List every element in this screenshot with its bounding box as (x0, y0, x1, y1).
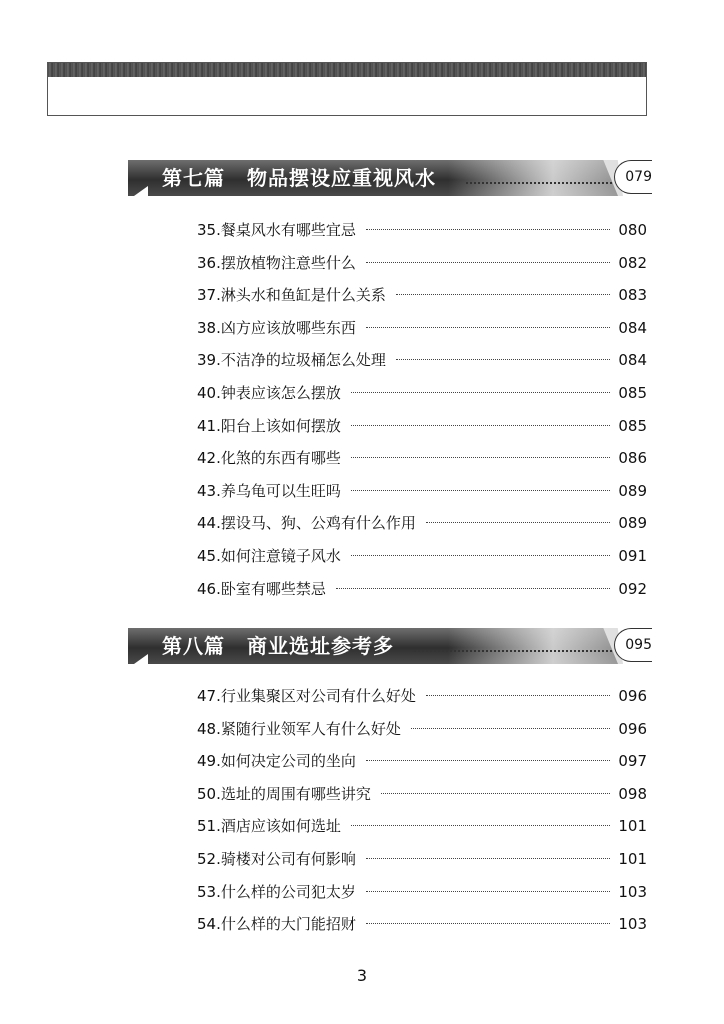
toc-item-page: 103 (618, 915, 647, 934)
toc-item-number: 44. (197, 514, 221, 533)
toc-item-leader (351, 490, 610, 491)
toc-item-number: 41. (197, 416, 221, 435)
section-7-label: 第七篇 (162, 166, 225, 190)
toc-item-title: 养乌龟可以生旺吗 (220, 481, 341, 500)
toc-item-title: 摆放植物注意些什么 (220, 253, 356, 272)
toc-item-leader (426, 695, 610, 696)
toc-item-title: 如何注意镜子风水 (220, 546, 341, 565)
page-header-bar (48, 63, 646, 77)
toc-item[interactable] (197, 344, 647, 377)
toc-item-page: 101 (618, 849, 647, 868)
toc-item-number: 47. (197, 687, 221, 705)
toc-item-title: 餐桌风水有哪些宜忌 (220, 221, 356, 239)
toc-item[interactable] (197, 377, 647, 410)
toc-item-number: 36. (197, 253, 221, 272)
toc-item-number: 35. (197, 221, 221, 239)
toc-item[interactable] (197, 442, 647, 475)
toc-item-number: 48. (197, 719, 221, 738)
toc-item-page: 084 (618, 351, 647, 370)
toc-item-leader (366, 229, 610, 230)
section-7-banner-fade (448, 160, 623, 196)
toc-item-leader (351, 392, 610, 393)
section-7-page: 079 (614, 160, 652, 194)
toc-item-page: 085 (618, 416, 647, 435)
toc-item-title: 什么样的大门能招财 (220, 915, 356, 934)
toc-item[interactable] (197, 908, 647, 941)
toc-item[interactable] (197, 680, 647, 713)
toc-item-number: 49. (197, 752, 221, 771)
toc-item[interactable] (197, 745, 647, 778)
section-8-leader (414, 650, 612, 652)
toc-item-page: 097 (618, 752, 647, 771)
toc-item-number: 38. (197, 318, 221, 337)
toc-item-page: 101 (618, 817, 647, 836)
toc-item-page: 084 (618, 318, 647, 337)
section-8-list (197, 680, 647, 941)
toc-item-leader (351, 457, 610, 458)
toc-item-title: 化煞的东西有哪些 (220, 449, 341, 468)
toc-item-page: 089 (618, 514, 647, 533)
toc-item[interactable] (197, 876, 647, 909)
toc-item-leader (426, 522, 610, 523)
toc-item-page: 082 (618, 253, 647, 272)
toc-item-leader (411, 728, 610, 729)
section-7-banner[interactable] (128, 160, 652, 196)
toc-item-title: 卧室有哪些禁忌 (220, 579, 326, 598)
toc-item-title: 阳台上该如何摆放 (220, 416, 341, 435)
toc-item-number: 54. (197, 915, 221, 934)
toc-item-page: 080 (618, 221, 647, 239)
toc-item-leader (366, 327, 610, 328)
toc-item-page: 091 (618, 546, 647, 565)
page-header-box (47, 62, 647, 116)
toc-item[interactable] (197, 713, 647, 746)
toc-item[interactable] (197, 843, 647, 876)
toc-item-title: 不洁净的垃圾桶怎么处理 (220, 351, 386, 370)
section-8-banner-fade (448, 628, 623, 664)
toc-item[interactable] (197, 475, 647, 508)
toc-item-title: 选址的周围有哪些讲究 (220, 784, 371, 803)
section-8-label: 第八篇 (162, 634, 225, 658)
toc-item-number: 52. (197, 849, 221, 868)
toc-item[interactable] (197, 214, 647, 247)
toc-item-title: 淋头水和鱼缸是什么关系 (220, 286, 386, 305)
toc-item-page: 098 (618, 784, 647, 803)
toc-item-leader (396, 294, 610, 295)
toc-item-leader (366, 891, 610, 892)
toc-item-number: 53. (197, 882, 221, 901)
toc-item-number: 39. (197, 351, 221, 370)
toc-item-leader (351, 555, 610, 556)
toc-item-page: 096 (618, 687, 647, 705)
toc-item-page: 103 (618, 882, 647, 901)
toc-item-number: 43. (197, 481, 221, 500)
section-7-name: 物品摆设应重视风水 (247, 166, 436, 190)
toc-item-title: 酒店应该如何选址 (220, 817, 341, 836)
toc-item-number: 50. (197, 784, 221, 803)
toc-item-number: 45. (197, 546, 221, 565)
toc-item-page: 089 (618, 481, 647, 500)
section-7-list (197, 214, 647, 605)
toc-item-title: 什么样的公司犯太岁 (220, 882, 356, 901)
section-7-leader (466, 182, 612, 184)
toc-item[interactable] (197, 540, 647, 573)
toc-item[interactable] (197, 507, 647, 540)
toc-item[interactable] (197, 410, 647, 443)
section-8-title (162, 631, 394, 661)
toc-item-page: 092 (618, 579, 647, 598)
toc-item-page: 085 (618, 383, 647, 402)
page-number: 3 (356, 966, 368, 985)
toc-item-title: 行业集聚区对公司有什么好处 (220, 687, 416, 705)
toc-item-title: 凶方应该放哪些东西 (220, 318, 356, 337)
toc-item-leader (366, 858, 610, 859)
toc-item-number: 40. (197, 383, 221, 402)
toc-item-number: 46. (197, 579, 221, 598)
toc-item-title: 骑楼对公司有何影响 (220, 849, 356, 868)
toc-item-page: 096 (618, 719, 647, 738)
toc-item-title: 摆设马、狗、公鸡有什么作用 (220, 514, 416, 533)
toc-item-number: 51. (197, 817, 221, 836)
toc-item-title: 紧随行业领军人有什么好处 (220, 719, 401, 738)
toc-item[interactable] (197, 247, 647, 280)
section-8-banner[interactable] (128, 628, 652, 664)
toc-item-leader (381, 793, 610, 794)
toc-item[interactable] (197, 279, 647, 312)
toc-item-title: 钟表应该怎么摆放 (220, 383, 341, 402)
toc-item-leader (366, 760, 610, 761)
section-8-page: 095 (614, 628, 652, 662)
toc-item-leader (351, 425, 610, 426)
toc-item[interactable] (197, 312, 647, 345)
toc-item-number: 42. (197, 449, 221, 468)
toc-item-leader (396, 359, 610, 360)
toc-item-leader (366, 262, 610, 263)
toc-item-number: 37. (197, 286, 221, 305)
section-8-name: 商业选址参考多 (247, 634, 394, 658)
toc-item-leader (366, 923, 610, 924)
toc-item[interactable] (197, 778, 647, 811)
toc-item[interactable] (197, 810, 647, 843)
toc-item-leader (336, 588, 610, 589)
toc-item-leader (351, 825, 610, 826)
section-7-title (162, 163, 436, 193)
toc-item-page: 083 (618, 286, 647, 305)
toc-item-title: 如何决定公司的坐向 (220, 752, 356, 771)
toc-item[interactable] (197, 573, 647, 606)
toc-item-page: 086 (618, 449, 647, 468)
